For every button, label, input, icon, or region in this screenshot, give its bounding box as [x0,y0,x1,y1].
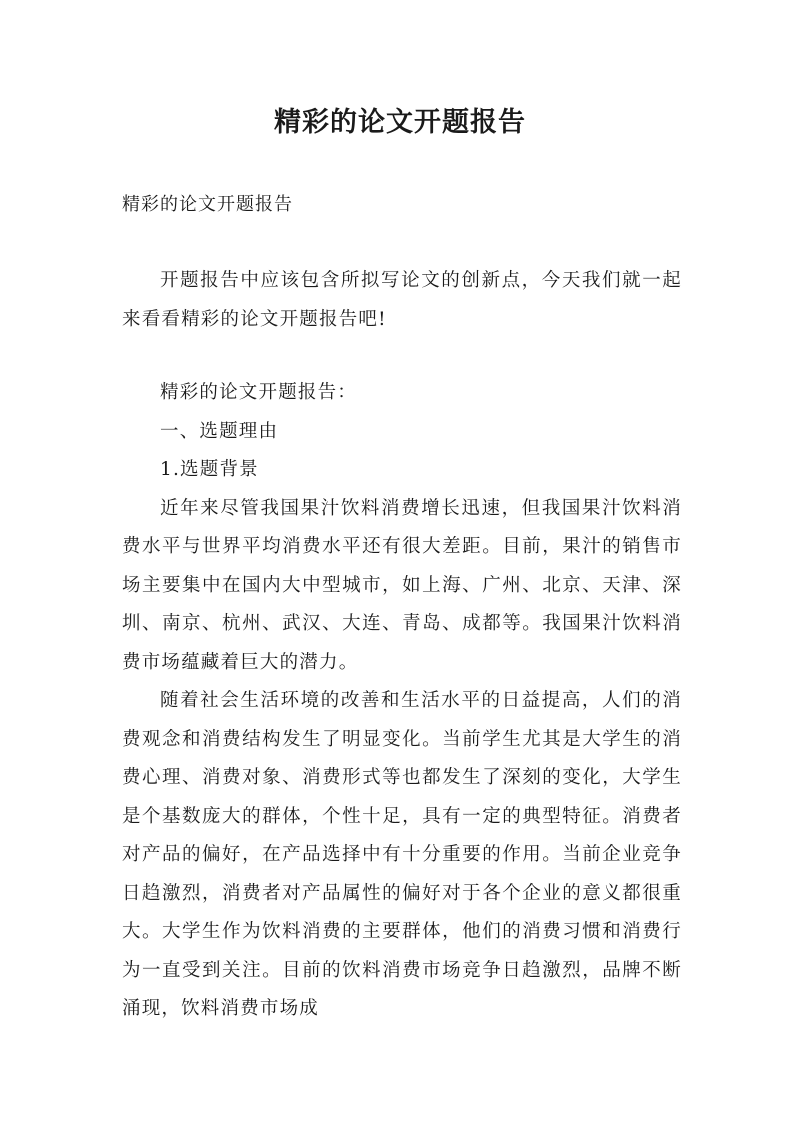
heading-background: 1.选题背景 [160,459,259,480]
intro-paragraph: 开题报告中应该包含所拟写论文的创新点，今天我们就一起来看看精彩的论文开题报告吧! [122,270,682,330]
heading-selection-reason: 一、选题理由 [160,420,279,442]
paragraph-background: 近年来尽管我国果汁饮料消费增长迅速，但我国果汁饮料消费水平与世界平均消费水平还有很大差距。目前，果汁的销售市场主要集中在国内大中型城市，如上海、广州、北京、天津、深圳、南京、杭州、武汉、大连、青岛、成都等。我国果汁饮料消费市场蕴藏着巨大的潜力。 [122,497,682,673]
paragraph-consumption: 随着社会生活环境的改善和生活水平的日益提高，人们的消费观念和消费结构发生了明显变化。当前学生尤其是大学生的消费心理、消费对象、消费形式等也都发生了深刻的变化，大学生是个基数庞大的群体，个性十足，具有一定的典型特征。消费者对产品的偏好，在产品选择中有十分重要的作用。当前企业竞争日趋激烈，消费者对产品属性的偏好对于各个企业的意义都很重大。大学生作为饮料消费的主要群体，他们的消费习惯和消费行为一直受到关注。目前的饮料消费市场竞争日趋激烈，品牌不断涌现，饮料消费市场成 [122,690,682,1019]
document-body [122,374,682,1029]
document-subtitle: 精彩的论文开题报告 [122,194,293,215]
document-title: 精彩的论文开题报告 [274,107,526,138]
section-label: 精彩的论文开题报告： [160,382,358,403]
